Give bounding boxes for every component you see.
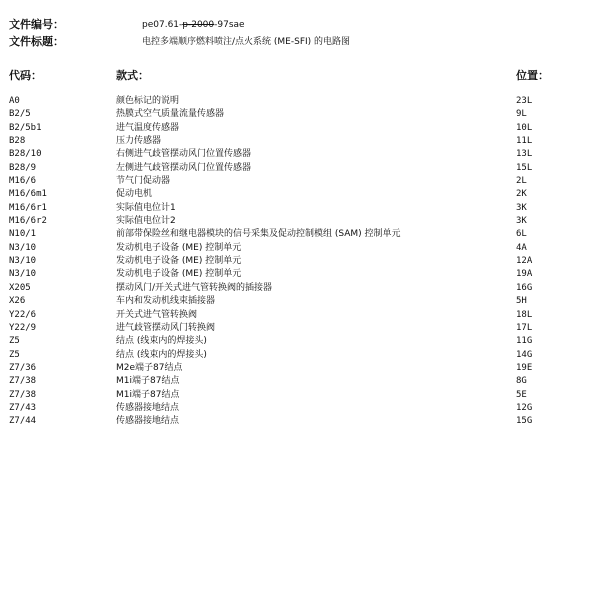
row-position: 15L xyxy=(516,162,533,173)
row-code: Z5 xyxy=(9,336,20,347)
row-code: X26 xyxy=(9,296,26,307)
row-position: 3K xyxy=(516,216,527,227)
doc-number-value xyxy=(142,16,245,33)
row-position: 11G xyxy=(516,336,533,347)
row-description: 车内和发动机线束插接器 xyxy=(116,296,216,307)
row-position: 13L xyxy=(516,149,533,160)
row-description: 热膜式空气质量流量传感器 xyxy=(116,109,225,120)
row-code: Z7/36 xyxy=(9,362,37,373)
row-position: 15G xyxy=(516,416,533,427)
row-description: 传感器接地结点 xyxy=(116,402,180,413)
row-code: N3/10 xyxy=(9,242,37,253)
row-code: B28/10 xyxy=(9,149,42,160)
row-code: N3/10 xyxy=(9,269,37,280)
row-position: 5E xyxy=(516,389,527,400)
row-description: 实际值电位计2 xyxy=(116,216,176,227)
row-position: 23L xyxy=(516,96,533,106)
row-description: 结点 (线束内的焊接头) xyxy=(116,349,207,360)
row-position: 19E xyxy=(516,362,533,373)
row-position: 19A xyxy=(516,269,533,280)
row-code: Z7/43 xyxy=(9,402,37,413)
row-position: 16G xyxy=(516,282,533,293)
row-code: Z7/38 xyxy=(9,389,37,400)
column-headers xyxy=(0,69,603,83)
list-item xyxy=(0,242,603,255)
row-description: 颜色标记的说明 xyxy=(116,96,180,106)
row-description: 实际值电位计1 xyxy=(116,202,176,213)
row-description: M2e端子87结点 xyxy=(116,362,183,373)
row-code: X205 xyxy=(9,282,31,293)
list-item xyxy=(0,188,603,201)
list-item xyxy=(0,362,603,375)
list-item xyxy=(0,108,603,121)
row-description: 发动机电子设备 (ME) 控制单元 xyxy=(116,242,242,253)
row-description: 发动机电子设备 (ME) 控制单元 xyxy=(116,269,242,280)
row-code: B28 xyxy=(9,136,26,147)
list-item xyxy=(0,202,603,215)
doc-number-label: 文件编号： xyxy=(9,18,64,31)
list-item xyxy=(0,268,603,281)
row-position: 4A xyxy=(516,242,527,253)
doc-title-row xyxy=(9,33,599,50)
list-item xyxy=(0,349,603,362)
row-position: 10L xyxy=(516,122,533,133)
row-position: 11L xyxy=(516,136,533,147)
list-item xyxy=(0,162,603,175)
row-description: 摆动风门/开关式进气管转换阀的插接器 xyxy=(116,282,273,293)
row-code: N10/1 xyxy=(9,229,37,240)
row-code: M16/6r1 xyxy=(9,202,47,213)
doc-title-label: 文件标题： xyxy=(9,35,64,48)
row-description: 结点 (线束内的焊接头) xyxy=(116,336,207,347)
row-code: N3/10 xyxy=(9,256,37,267)
row-position: 5H xyxy=(516,296,527,307)
row-code: B28/9 xyxy=(9,162,37,173)
row-code: Z7/38 xyxy=(9,376,37,387)
row-description: 发动机电子设备 (ME) 控制单元 xyxy=(116,256,242,267)
row-description: 左侧进气歧管摆动风门位置传感器 xyxy=(116,162,252,173)
list-item xyxy=(0,148,603,161)
row-position: 2L xyxy=(516,176,527,187)
row-code: M16/6r2 xyxy=(9,216,47,227)
doc-number-row xyxy=(9,16,599,33)
row-description: 压力传感器 xyxy=(116,136,162,147)
list-item xyxy=(0,255,603,268)
row-code: A0 xyxy=(9,96,20,106)
row-position: 3K xyxy=(516,202,527,213)
list-item xyxy=(0,389,603,402)
row-description: 前部带保险丝和继电器模块的信号采集及促动控制模组 (SAM) 控制单元 xyxy=(116,229,401,240)
document-meta xyxy=(9,16,599,50)
row-position: 17L xyxy=(516,322,533,333)
row-position: 9L xyxy=(516,109,527,120)
list-item xyxy=(0,415,603,428)
row-description: 进气歧管摆动风门转换阀 xyxy=(116,322,216,333)
row-description: M1i端子87结点 xyxy=(116,376,180,387)
list-item xyxy=(0,228,603,241)
column-header-code: 代码： xyxy=(9,69,42,82)
column-header-desc: 款式： xyxy=(116,69,149,82)
row-position: 12G xyxy=(516,402,533,413)
doc-title-value: 电控多端顺序燃料喷注/点火系统 (ME-SFI) 的电路图 xyxy=(142,37,351,47)
doc-number-strike: p-2000 xyxy=(182,20,215,30)
row-description: 进气温度传感器 xyxy=(116,122,180,133)
list-item xyxy=(0,135,603,148)
row-position: 2K xyxy=(516,189,527,200)
list-item xyxy=(0,322,603,335)
list-item xyxy=(0,375,603,388)
list-item xyxy=(0,175,603,188)
column-header-pos: 位置： xyxy=(516,69,549,82)
row-description: 传感器接地结点 xyxy=(116,416,180,427)
row-position: 14G xyxy=(516,349,533,360)
row-description: 开关式进气管转换阀 xyxy=(116,309,198,320)
row-description: 节气门促动器 xyxy=(116,176,171,187)
list-item xyxy=(0,295,603,308)
row-description: 促动电机 xyxy=(116,189,153,200)
row-code: Z5 xyxy=(9,349,20,360)
component-list xyxy=(0,95,603,429)
list-item xyxy=(0,95,603,108)
row-code: B2/5b1 xyxy=(9,122,42,133)
row-position: 8G xyxy=(516,376,527,387)
doc-number-part1: pe07.61- xyxy=(142,20,183,30)
list-item xyxy=(0,335,603,348)
row-code: M16/6 xyxy=(9,176,37,187)
row-position: 12A xyxy=(516,256,533,267)
row-code: Y22/9 xyxy=(9,322,37,333)
list-item xyxy=(0,122,603,135)
row-position: 6L xyxy=(516,229,527,240)
list-item xyxy=(0,282,603,295)
row-description: M1i端子87结点 xyxy=(116,389,180,400)
row-description: 右侧进气歧管摆动风门位置传感器 xyxy=(116,149,252,160)
row-code: M16/6m1 xyxy=(9,189,47,200)
doc-number-part2: -97sae xyxy=(214,20,245,30)
list-item xyxy=(0,309,603,322)
row-code: Z7/44 xyxy=(9,416,37,427)
list-item xyxy=(0,402,603,415)
list-item xyxy=(0,215,603,228)
row-code: B2/5 xyxy=(9,109,31,120)
row-code: Y22/6 xyxy=(9,309,37,320)
row-position: 18L xyxy=(516,309,533,320)
